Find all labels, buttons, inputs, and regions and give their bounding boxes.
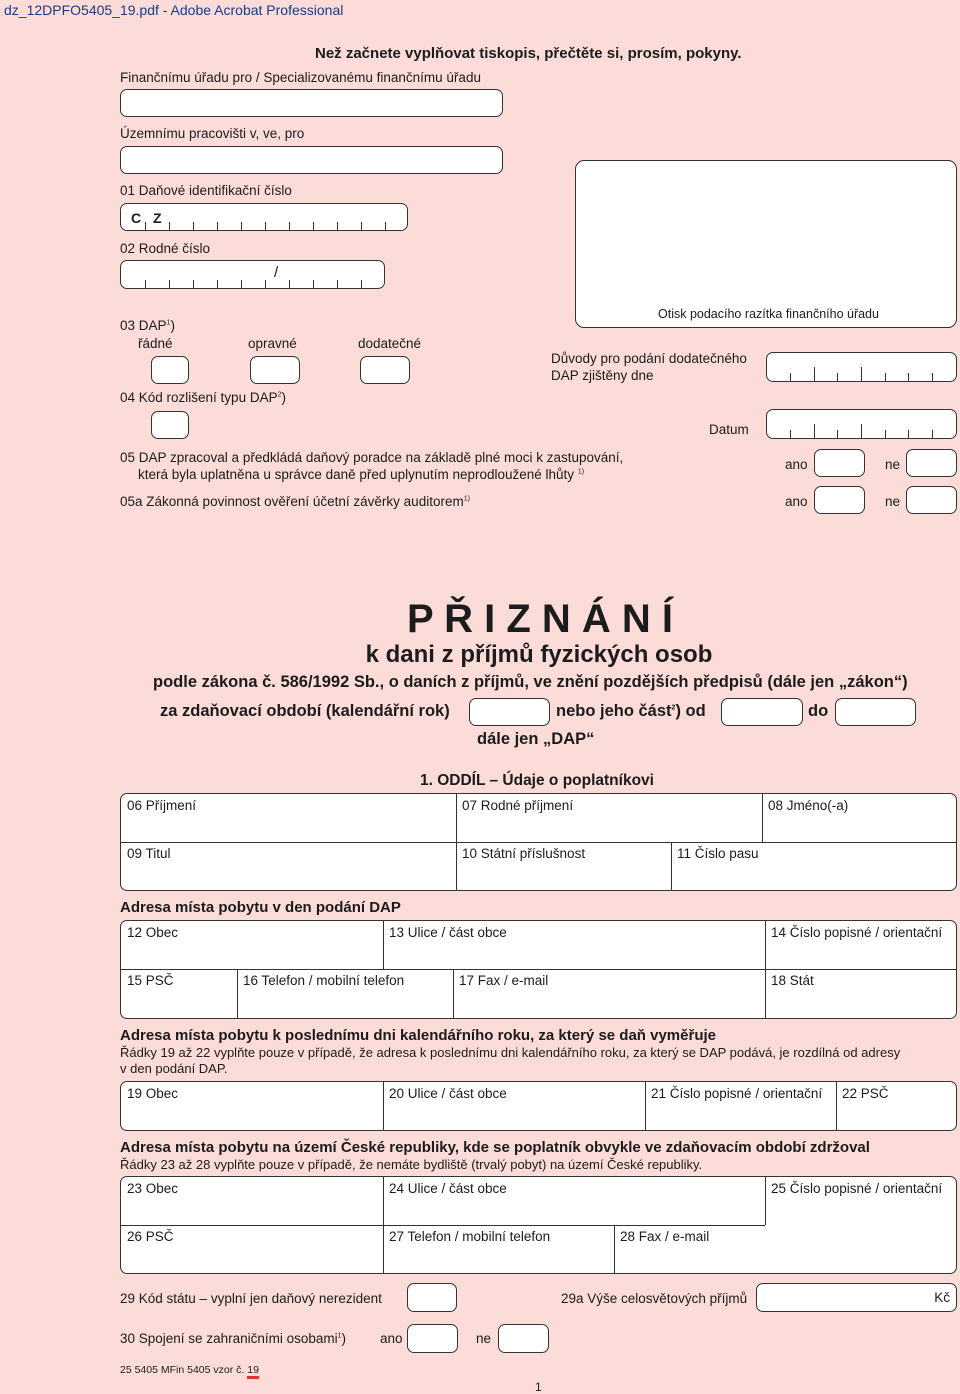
addr-cz-heading: Adresa místa pobytu na území České republiky, kde se poplatník obvykle ve zdaňovacím období zdržoval — [120, 1139, 870, 1156]
addr-lastday-section — [120, 1081, 957, 1131]
addr-submit-heading: Adresa místa pobytu v den podání DAP — [120, 899, 401, 916]
country-field[interactable]: 18 Stát — [771, 973, 814, 988]
tax-id-label: 01 Daňové identifikační číslo — [120, 183, 292, 198]
window-title: dz_12DPFO5405_19.pdf - Adobe Acrobat Professional — [4, 2, 344, 18]
country-code-input[interactable] — [407, 1283, 457, 1312]
period-year-input[interactable] — [469, 698, 550, 726]
form-subtitle: k dani z příjmů fyzických osob — [365, 641, 713, 668]
tax-id-prefix-z: Z — [153, 210, 162, 226]
dap-type-regular-checkbox[interactable] — [151, 356, 189, 384]
stamp-box — [575, 160, 957, 328]
cz-phone-field[interactable]: 27 Telefon / mobilní telefon — [389, 1229, 551, 1244]
foreign-relations-yes-label: ano — [380, 1331, 403, 1346]
date-ticks — [767, 430, 956, 438]
office-label: Finančnímu úřadu pro / Specializovanému finančnímu úřadu — [120, 70, 481, 85]
addr-cz-section — [120, 1176, 957, 1274]
dap-type-label: 03 DAP$^1$) — [120, 318, 175, 333]
municipality-field[interactable]: 12 Obec — [127, 925, 179, 940]
addr-submit-section — [120, 920, 957, 1019]
surname-field[interactable]: 06 Příjmení — [127, 798, 197, 813]
addr-cz-note: Řádky 23 až 28 vyplňte pouze v případě, že nemáte bydliště (trvalý pobyt) na území České republiky. — [120, 1157, 703, 1172]
foreign-relations-label: 30 Spojení se zahraničními osobami$^1$) — [120, 1331, 347, 1346]
tax-id-ticks — [121, 222, 407, 230]
audit-no-label: ne — [885, 494, 901, 509]
date-input[interactable] — [766, 409, 957, 439]
birth-number-input[interactable] — [120, 260, 385, 289]
code-input[interactable] — [151, 411, 189, 439]
code-label: 04 Kód rozlišení typu DAP$^2$) — [120, 390, 286, 405]
form-title: P Ř I Z N Á N Í — [407, 597, 673, 641]
advisor-text-1: 05 DAP zpracoval a předkládá daňový poradce na základě plné moci k zastupování, — [120, 450, 624, 465]
worldwide-income-label: 29a Výše celosvětových příjmů — [561, 1291, 748, 1306]
postcode-field[interactable]: 15 PSČ — [127, 973, 174, 988]
section1-title: 1. ODDÍL – Údaje o poplatníkovi — [420, 772, 654, 789]
advisor-yes-checkbox[interactable] — [814, 449, 865, 477]
foreign-relations-no-label: ne — [476, 1331, 492, 1346]
birth-surname-field[interactable]: 07 Rodné příjmení — [462, 798, 574, 813]
audit-yes-label: ano — [785, 494, 808, 509]
first-name-field[interactable]: 08 Jméno(-a) — [768, 798, 849, 813]
period-from-input[interactable] — [721, 698, 803, 726]
country-code-label: 29 Kód státu – vyplní jen daňový nerezident — [120, 1291, 382, 1306]
dap-type-supplementary-checkbox[interactable] — [360, 356, 410, 384]
foreign-relations-yes-checkbox[interactable] — [407, 1324, 458, 1353]
period-to-input[interactable] — [835, 698, 916, 726]
dap-type-corrective-label: opravné — [248, 336, 297, 351]
advisor-text-2: která byla uplatněna u správce daně před uplynutím neprodloužené lhůty $^{1)}$ — [138, 467, 585, 482]
reasons-date-ticks — [767, 373, 956, 381]
audit-text: 05a Zákonná povinnost ověření účetní závěrky auditorem$^{1)}$ — [120, 494, 470, 509]
advisor-no-label: ne — [885, 457, 901, 472]
citizenship-field[interactable]: 10 Státní příslušnost — [462, 846, 586, 861]
lastday-postcode-field[interactable]: 22 PSČ — [842, 1086, 889, 1101]
cz-fax-email-field[interactable]: 28 Fax / e-mail — [620, 1229, 710, 1244]
lastday-house-number-field[interactable]: 21 Číslo popisné / orientační — [651, 1086, 823, 1101]
dap-type-corrective-checkbox[interactable] — [250, 356, 300, 384]
cz-municipality-field[interactable]: 23 Obec — [127, 1181, 179, 1196]
dap-type-regular-label: řádné — [138, 336, 173, 351]
tax-id-prefix-c: C — [131, 210, 142, 226]
worldwide-income-input[interactable] — [756, 1283, 957, 1312]
dap-alias: dále jen „DAP“ — [477, 730, 595, 748]
reasons-label-1: Důvody pro podání dodatečného — [551, 351, 747, 366]
birth-number-slash: / — [274, 264, 279, 281]
date-label: Datum — [709, 422, 749, 437]
addr-lastday-heading: Adresa místa pobytu k poslednímu dni kalendářního roku, za který se daň vyměřuje — [120, 1027, 717, 1044]
part-label: nebo jeho část$^2$) od — [556, 702, 706, 720]
phone-field[interactable]: 16 Telefon / mobilní telefon — [243, 973, 405, 988]
foreign-relations-no-checkbox[interactable] — [498, 1324, 549, 1353]
lastday-municipality-field[interactable]: 19 Obec — [127, 1086, 179, 1101]
cz-house-number-field[interactable]: 25 Číslo popisné / orientační — [771, 1181, 943, 1196]
period-label: za zdaňovací období (kalendářní rok) — [160, 702, 450, 720]
birth-number-label: 02 Rodné číslo — [120, 241, 211, 256]
lastday-street-field[interactable]: 20 Ulice / část obce — [389, 1086, 507, 1101]
advisor-yes-label: ano — [785, 457, 808, 472]
addr-lastday-note-1: Řádky 19 až 22 vyplňte pouze v případě, že adresa k poslednímu dni kalendářního roku, za který se DAP podává, je rozdílná od adresy — [120, 1045, 901, 1060]
taxpayer-identity-section — [120, 793, 957, 891]
passport-number-field[interactable]: 11 Číslo pasu — [677, 846, 759, 861]
footer-code: 25 5405 MFin 5405 vzor č. 19 — [120, 1362, 259, 1378]
to-label: do — [808, 702, 829, 720]
footer-version: 19 — [247, 1364, 259, 1379]
addr-lastday-note-2: v den podání DAP. — [120, 1061, 228, 1076]
fax-email-field[interactable]: 17 Fax / e-mail — [459, 973, 549, 988]
reasons-label-2: DAP zjištěny dne — [551, 368, 654, 383]
cz-postcode-field[interactable]: 26 PSČ — [127, 1229, 174, 1244]
workplace-input[interactable] — [120, 146, 503, 174]
advisor-no-checkbox[interactable] — [906, 449, 957, 477]
reasons-date-input[interactable] — [766, 352, 957, 382]
dap-type-supplementary-label: dodatečné — [358, 336, 422, 351]
tax-id-input[interactable] — [120, 203, 408, 231]
house-number-field[interactable]: 14 Číslo popisné / orientační — [771, 925, 943, 940]
birth-number-ticks — [121, 280, 384, 288]
office-input[interactable] — [120, 89, 503, 117]
currency-label: Kč — [934, 1290, 950, 1305]
title-field[interactable]: 09 Titul — [127, 846, 171, 861]
workplace-label: Územnímu pracovišti v, ve, pro — [120, 126, 305, 141]
audit-no-checkbox[interactable] — [906, 486, 957, 514]
stamp-label: Otisk podacího razítka finančního úřadu — [658, 307, 879, 321]
cz-street-field[interactable]: 24 Ulice / část obce — [389, 1181, 507, 1196]
page-number: 1 — [535, 1380, 542, 1394]
street-field[interactable]: 13 Ulice / část obce — [389, 925, 507, 940]
audit-yes-checkbox[interactable] — [814, 486, 865, 514]
law-line: podle zákona č. 586/1992 Sb., o daních z příjmů, ve znění pozdějších předpisů (dále jen „zákon“) — [153, 673, 908, 691]
instruction-text: Než začnete vyplňovat tiskopis, přečtěte si, prosím, pokyny. — [315, 45, 742, 62]
